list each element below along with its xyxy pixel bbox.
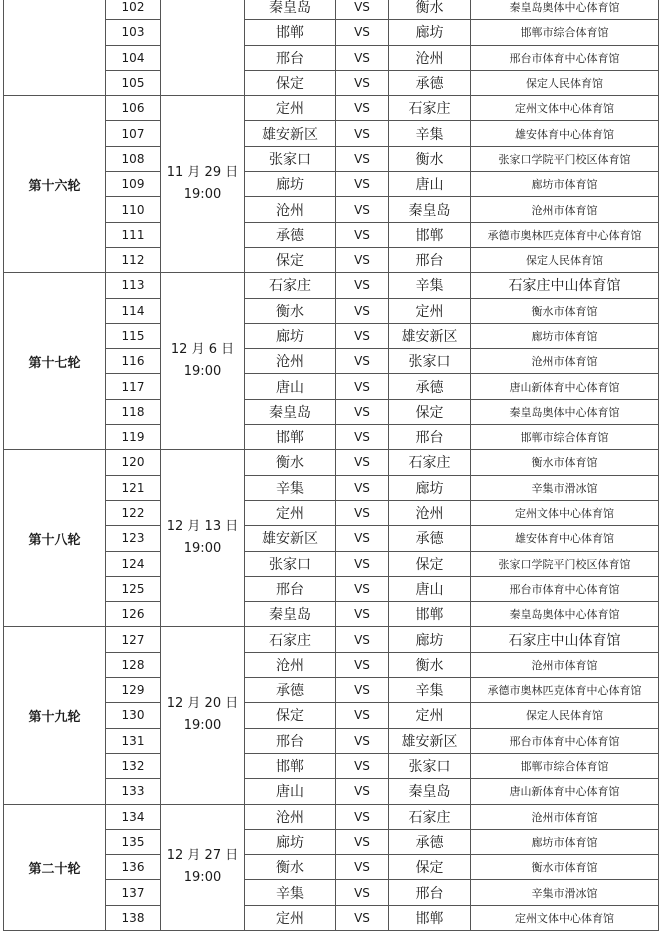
vs-label: VS <box>336 576 389 601</box>
away-team: 邢台 <box>389 247 471 272</box>
match-row <box>4 273 659 298</box>
away-team: 辛集 <box>389 678 471 703</box>
round-date-cell <box>161 627 245 804</box>
match-number: 108 <box>106 146 161 171</box>
round-name: 第十六轮 <box>4 96 106 273</box>
vs-label: VS <box>336 222 389 247</box>
round-date: 12 月 27 日 <box>166 848 239 864</box>
venue: 秦皇岛奥体中心体育馆 <box>471 0 659 20</box>
home-team: 雄安新区 <box>245 526 336 551</box>
match-number: 115 <box>106 323 161 348</box>
round-date-cell <box>161 273 245 450</box>
venue: 邢台市体育中心体育馆 <box>471 45 659 70</box>
home-team: 承德 <box>245 222 336 247</box>
match-row <box>4 804 659 829</box>
venue: 廊坊市体育馆 <box>471 829 659 854</box>
venue: 廊坊市体育馆 <box>471 172 659 197</box>
match-number: 111 <box>106 222 161 247</box>
away-team: 沧州 <box>389 45 471 70</box>
vs-label: VS <box>336 197 389 222</box>
away-team: 石家庄 <box>389 450 471 475</box>
match-number: 132 <box>106 753 161 778</box>
away-team: 秦皇岛 <box>389 197 471 222</box>
match-number: 113 <box>106 273 161 298</box>
vs-label: VS <box>336 880 389 905</box>
venue: 辛集市滑冰馆 <box>471 880 659 905</box>
home-team: 邯郸 <box>245 753 336 778</box>
match-row <box>4 450 659 475</box>
round-date: 11 月 29 日 <box>166 165 239 181</box>
round-date: 12 月 20 日 <box>166 696 239 712</box>
vs-label: VS <box>336 475 389 500</box>
home-team: 廊坊 <box>245 172 336 197</box>
home-team: 邢台 <box>245 45 336 70</box>
venue: 定州文体中心体育馆 <box>471 96 659 121</box>
home-team: 辛集 <box>245 475 336 500</box>
home-team: 张家口 <box>245 551 336 576</box>
vs-label: VS <box>336 779 389 804</box>
schedule-body <box>4 0 659 930</box>
vs-label: VS <box>336 425 389 450</box>
round-name: 第二十轮 <box>4 804 106 930</box>
away-team: 邯郸 <box>389 222 471 247</box>
match-number: 138 <box>106 905 161 930</box>
venue: 秦皇岛奥体中心体育馆 <box>471 602 659 627</box>
away-team: 石家庄 <box>389 804 471 829</box>
home-team: 唐山 <box>245 374 336 399</box>
venue: 张家口学院平门校区体育馆 <box>471 146 659 171</box>
home-team: 定州 <box>245 500 336 525</box>
home-team: 保定 <box>245 703 336 728</box>
round-date-cell <box>161 450 245 627</box>
away-team: 邢台 <box>389 425 471 450</box>
round-name <box>4 0 106 96</box>
match-number: 102 <box>106 0 161 20</box>
away-team: 定州 <box>389 298 471 323</box>
match-number: 135 <box>106 829 161 854</box>
round-date: 12 月 6 日 <box>170 342 235 358</box>
vs-label: VS <box>336 146 389 171</box>
match-number: 110 <box>106 197 161 222</box>
vs-label: VS <box>336 602 389 627</box>
match-number: 122 <box>106 500 161 525</box>
match-number: 105 <box>106 70 161 95</box>
home-team: 邯郸 <box>245 20 336 45</box>
home-team: 保定 <box>245 70 336 95</box>
venue: 定州文体中心体育馆 <box>471 905 659 930</box>
vs-label: VS <box>336 96 389 121</box>
match-number: 134 <box>106 804 161 829</box>
match-number: 136 <box>106 855 161 880</box>
home-team: 邢台 <box>245 576 336 601</box>
match-number: 126 <box>106 602 161 627</box>
home-team: 定州 <box>245 905 336 930</box>
away-team: 承德 <box>389 526 471 551</box>
home-team: 衡水 <box>245 298 336 323</box>
venue: 衡水市体育馆 <box>471 855 659 880</box>
venue: 雄安体育中心体育馆 <box>471 526 659 551</box>
venue: 承德市奥林匹克体育中心体育馆 <box>471 678 659 703</box>
home-team: 定州 <box>245 96 336 121</box>
venue: 保定人民体育馆 <box>471 247 659 272</box>
away-team: 张家口 <box>389 349 471 374</box>
away-team: 保定 <box>389 551 471 576</box>
match-number: 104 <box>106 45 161 70</box>
away-team: 辛集 <box>389 273 471 298</box>
home-team: 张家口 <box>245 146 336 171</box>
vs-label: VS <box>336 804 389 829</box>
vs-label: VS <box>336 855 389 880</box>
match-number: 130 <box>106 703 161 728</box>
venue: 石家庄中山体育馆 <box>471 273 659 298</box>
match-number: 112 <box>106 247 161 272</box>
home-team: 秦皇岛 <box>245 602 336 627</box>
away-team: 廊坊 <box>389 627 471 652</box>
home-team: 沧州 <box>245 197 336 222</box>
away-team: 辛集 <box>389 121 471 146</box>
venue: 雄安体育中心体育馆 <box>471 121 659 146</box>
away-team: 衡水 <box>389 146 471 171</box>
match-number: 120 <box>106 450 161 475</box>
away-team: 唐山 <box>389 172 471 197</box>
vs-label: VS <box>336 273 389 298</box>
match-number: 107 <box>106 121 161 146</box>
venue: 定州文体中心体育馆 <box>471 500 659 525</box>
home-team: 保定 <box>245 247 336 272</box>
match-number: 128 <box>106 652 161 677</box>
away-team: 秦皇岛 <box>389 779 471 804</box>
away-team: 承德 <box>389 829 471 854</box>
home-team: 沧州 <box>245 349 336 374</box>
away-team: 邯郸 <box>389 602 471 627</box>
vs-label: VS <box>336 172 389 197</box>
away-team: 雄安新区 <box>389 323 471 348</box>
vs-label: VS <box>336 0 389 20</box>
match-number: 117 <box>106 374 161 399</box>
round-time: 19:00 <box>183 718 222 734</box>
schedule-table <box>3 0 659 931</box>
vs-label: VS <box>336 298 389 323</box>
vs-label: VS <box>336 323 389 348</box>
home-team: 衡水 <box>245 855 336 880</box>
match-number: 116 <box>106 349 161 374</box>
match-number: 124 <box>106 551 161 576</box>
home-team: 沧州 <box>245 804 336 829</box>
away-team: 石家庄 <box>389 96 471 121</box>
round-date-cell <box>161 96 245 273</box>
home-team: 秦皇岛 <box>245 0 336 20</box>
home-team: 石家庄 <box>245 273 336 298</box>
away-team: 保定 <box>389 855 471 880</box>
venue: 邯郸市综合体育馆 <box>471 20 659 45</box>
away-team: 定州 <box>389 703 471 728</box>
round-date: 12 月 13 日 <box>166 519 239 535</box>
venue: 沧州市体育馆 <box>471 652 659 677</box>
home-team: 辛集 <box>245 880 336 905</box>
away-team: 廊坊 <box>389 475 471 500</box>
vs-label: VS <box>336 905 389 930</box>
vs-label: VS <box>336 829 389 854</box>
home-team: 廊坊 <box>245 829 336 854</box>
venue: 保定人民体育馆 <box>471 703 659 728</box>
away-team: 雄安新区 <box>389 728 471 753</box>
away-team: 张家口 <box>389 753 471 778</box>
venue: 张家口学院平门校区体育馆 <box>471 551 659 576</box>
round-time: 19:00 <box>183 364 222 380</box>
vs-label: VS <box>336 399 389 424</box>
vs-label: VS <box>336 45 389 70</box>
venue: 沧州市体育馆 <box>471 349 659 374</box>
away-team: 沧州 <box>389 500 471 525</box>
away-team: 承德 <box>389 374 471 399</box>
venue: 沧州市体育馆 <box>471 804 659 829</box>
vs-label: VS <box>336 627 389 652</box>
vs-label: VS <box>336 70 389 95</box>
match-number: 106 <box>106 96 161 121</box>
venue: 邯郸市综合体育馆 <box>471 753 659 778</box>
vs-label: VS <box>336 374 389 399</box>
away-team: 衡水 <box>389 652 471 677</box>
vs-label: VS <box>336 349 389 374</box>
venue: 衡水市体育馆 <box>471 450 659 475</box>
vs-label: VS <box>336 500 389 525</box>
venue: 沧州市体育馆 <box>471 197 659 222</box>
match-number: 103 <box>106 20 161 45</box>
vs-label: VS <box>336 247 389 272</box>
vs-label: VS <box>336 703 389 728</box>
home-team: 廊坊 <box>245 323 336 348</box>
round-name: 第十七轮 <box>4 273 106 450</box>
match-row <box>4 0 659 20</box>
venue: 唐山新体育中心体育馆 <box>471 779 659 804</box>
home-team: 秦皇岛 <box>245 399 336 424</box>
round-name: 第十九轮 <box>4 627 106 804</box>
home-team: 邢台 <box>245 728 336 753</box>
round-time: 19:00 <box>183 870 222 886</box>
match-number: 133 <box>106 779 161 804</box>
vs-label: VS <box>336 728 389 753</box>
away-team: 邯郸 <box>389 905 471 930</box>
match-number: 125 <box>106 576 161 601</box>
home-team: 承德 <box>245 678 336 703</box>
vs-label: VS <box>336 526 389 551</box>
venue: 秦皇岛奥体中心体育馆 <box>471 399 659 424</box>
vs-label: VS <box>336 20 389 45</box>
match-number: 118 <box>106 399 161 424</box>
vs-label: VS <box>336 652 389 677</box>
vs-label: VS <box>336 551 389 576</box>
match-number: 123 <box>106 526 161 551</box>
away-team: 邢台 <box>389 880 471 905</box>
vs-label: VS <box>336 678 389 703</box>
match-number: 114 <box>106 298 161 323</box>
vs-label: VS <box>336 121 389 146</box>
venue: 承德市奥林匹克体育中心体育馆 <box>471 222 659 247</box>
away-team: 廊坊 <box>389 20 471 45</box>
venue: 邢台市体育中心体育馆 <box>471 728 659 753</box>
match-row <box>4 96 659 121</box>
match-number: 121 <box>106 475 161 500</box>
home-team: 沧州 <box>245 652 336 677</box>
venue: 衡水市体育馆 <box>471 298 659 323</box>
away-team: 衡水 <box>389 0 471 20</box>
home-team: 雄安新区 <box>245 121 336 146</box>
vs-label: VS <box>336 450 389 475</box>
away-team: 承德 <box>389 70 471 95</box>
venue: 保定人民体育馆 <box>471 70 659 95</box>
round-date-cell <box>161 804 245 930</box>
round-date-cell <box>161 0 245 96</box>
venue: 辛集市滑冰馆 <box>471 475 659 500</box>
vs-label: VS <box>336 753 389 778</box>
match-number: 127 <box>106 627 161 652</box>
match-number: 131 <box>106 728 161 753</box>
home-team: 石家庄 <box>245 627 336 652</box>
round-name: 第十八轮 <box>4 450 106 627</box>
venue: 廊坊市体育馆 <box>471 323 659 348</box>
round-time: 19:00 <box>183 187 222 203</box>
match-row <box>4 627 659 652</box>
home-team: 邯郸 <box>245 425 336 450</box>
venue: 邢台市体育中心体育馆 <box>471 576 659 601</box>
away-team: 保定 <box>389 399 471 424</box>
round-time: 19:00 <box>183 541 222 557</box>
match-number: 119 <box>106 425 161 450</box>
home-team: 唐山 <box>245 779 336 804</box>
venue: 邯郸市综合体育馆 <box>471 425 659 450</box>
match-number: 109 <box>106 172 161 197</box>
venue: 唐山新体育中心体育馆 <box>471 374 659 399</box>
home-team: 衡水 <box>245 450 336 475</box>
match-number: 129 <box>106 678 161 703</box>
venue: 石家庄中山体育馆 <box>471 627 659 652</box>
away-team: 唐山 <box>389 576 471 601</box>
match-number: 137 <box>106 880 161 905</box>
